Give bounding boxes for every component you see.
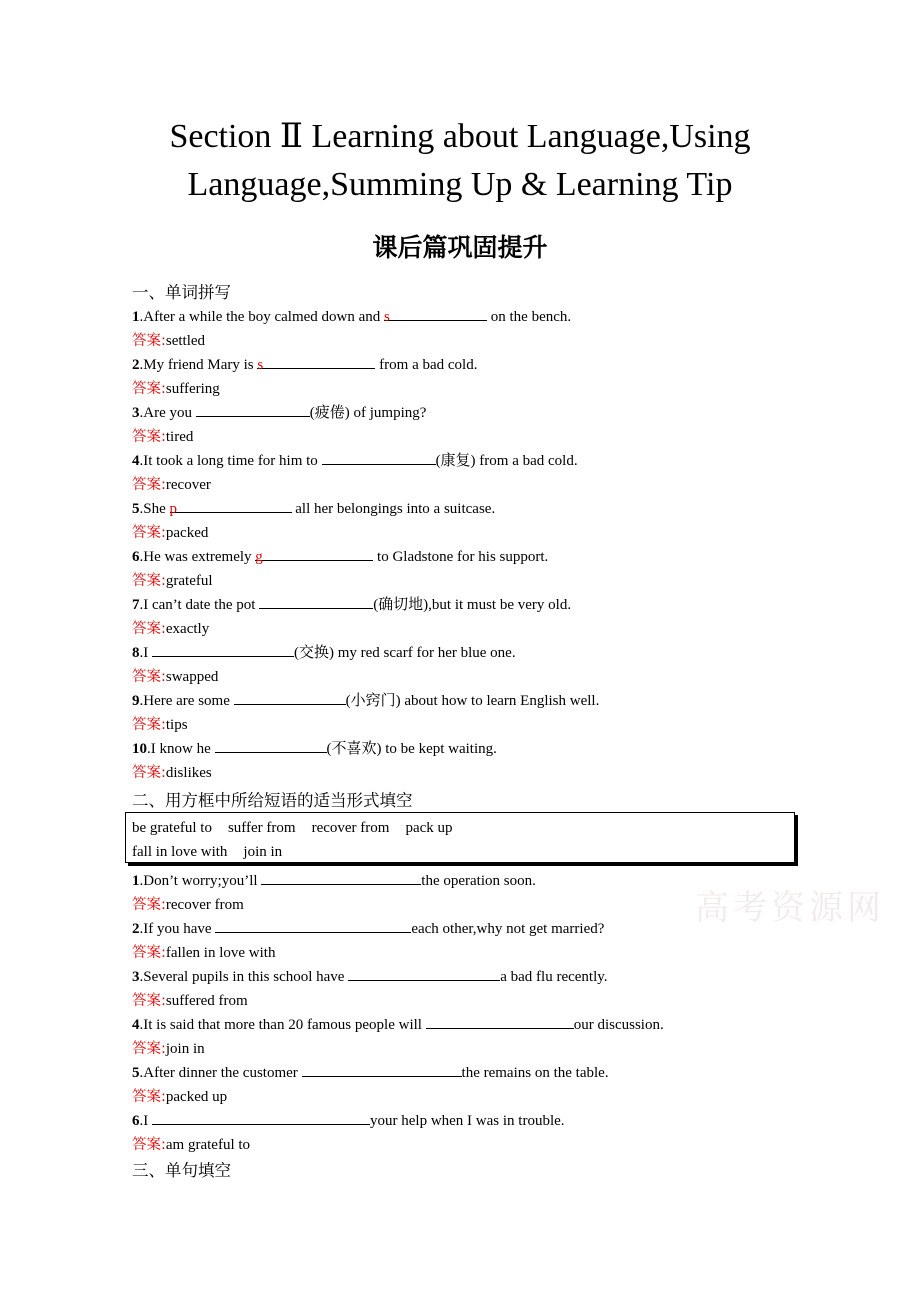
- question-text-end: from a bad cold.: [375, 357, 478, 373]
- title-line-2: Language,Summing Up & Learning Tip: [187, 166, 733, 203]
- question-number: 4: [132, 1017, 140, 1033]
- question-number: 1: [132, 873, 140, 889]
- subtitle: 课后篇巩固提升: [372, 233, 548, 262]
- question-number: 7: [132, 597, 140, 613]
- section-2-heading: 二、用方框中所给短语的适当形式填空: [132, 791, 413, 810]
- question-text: .She: [139, 501, 170, 517]
- answer: [132, 617, 832, 641]
- question-text: .After a while the boy calmed down and: [139, 309, 385, 325]
- phrase-box-row-1: [132, 816, 788, 840]
- answer-label: 答案:: [132, 1089, 166, 1105]
- question-text-end: (小窍门) about how to learn English well.: [345, 693, 600, 709]
- answer-blank[interactable]: [215, 737, 327, 753]
- answer-blank[interactable]: [196, 401, 310, 417]
- answer-text: join in: [165, 1041, 205, 1057]
- hint-letter: p: [169, 501, 177, 517]
- answer-text: exactly: [165, 621, 210, 637]
- answer-blank[interactable]: [259, 593, 373, 609]
- question-text: .Don’t worry;you’ll: [139, 873, 262, 889]
- question: [132, 737, 832, 761]
- hint-letter: g: [255, 549, 263, 565]
- answer: [132, 1133, 832, 1157]
- question-text: .He was extremely: [139, 549, 256, 565]
- watermark: 高考资源网: [695, 888, 885, 928]
- answer-label: 答案:: [132, 717, 166, 733]
- question-text-end: each other,why not get married?: [411, 921, 605, 937]
- answer-text: am grateful to: [165, 1137, 251, 1153]
- question: [132, 1061, 832, 1085]
- question-text-end: a bad flu recently.: [500, 969, 608, 985]
- question-text: .After dinner the customer: [139, 1065, 302, 1081]
- hint-letter: s: [257, 357, 264, 373]
- question: [132, 449, 832, 473]
- answer: [132, 989, 832, 1013]
- answer-blank[interactable]: [302, 1061, 462, 1077]
- answer-blank[interactable]: [257, 353, 375, 373]
- question-text-end: the remains on the table.: [461, 1065, 609, 1081]
- answer-text: packed: [165, 525, 209, 541]
- question-number: 4: [132, 453, 140, 469]
- question-number: 6: [132, 549, 140, 565]
- question-text-end: (康复) from a bad cold.: [435, 453, 578, 469]
- answer: [132, 665, 832, 689]
- question: [132, 1013, 832, 1037]
- question-text: .Here are some: [139, 693, 234, 709]
- phrase: recover from: [311, 820, 390, 836]
- answer-text: dislikes: [165, 765, 212, 781]
- question-text-end: to Gladstone for his support.: [373, 549, 549, 565]
- phrase: pack up: [405, 820, 453, 836]
- answer: [132, 425, 832, 449]
- phrase-box: [125, 812, 795, 863]
- question: [132, 689, 832, 713]
- answer-label: 答案:: [132, 573, 166, 589]
- answer-label: 答案:: [132, 525, 166, 541]
- answer-label: 答案:: [132, 897, 166, 913]
- question-number: 3: [132, 969, 140, 985]
- phrase: fall in love with: [132, 844, 228, 860]
- answer-blank[interactable]: [348, 965, 500, 981]
- answer-text: tips: [165, 717, 188, 733]
- answer-text: tired: [165, 429, 194, 445]
- answer-label: 答案:: [132, 621, 166, 637]
- question-text-end: (疲倦) of jumping?: [309, 405, 427, 421]
- answer-blank[interactable]: [255, 545, 373, 565]
- question-text: .I can’t date the pot: [139, 597, 260, 613]
- answer: [132, 473, 832, 497]
- question: [132, 641, 832, 665]
- question-number: 5: [132, 501, 140, 517]
- answer-text: packed up: [165, 1089, 228, 1105]
- title-line-1: Section Ⅱ Learning about Language,Using: [169, 118, 751, 155]
- question-number: 5: [132, 1065, 140, 1081]
- question-text-end: (交换) my red scarf for her blue one.: [294, 645, 516, 661]
- answer-text: settled: [165, 333, 206, 349]
- answer-label: 答案:: [132, 669, 166, 685]
- section-1-heading: 一、单词拼写: [132, 283, 231, 302]
- answer-blank[interactable]: [261, 869, 421, 885]
- question-text: .If you have: [139, 921, 216, 937]
- question-text: .I: [139, 645, 152, 661]
- answer-label: 答案:: [132, 765, 166, 781]
- phrase: be grateful to: [132, 820, 212, 836]
- section-1-items: [132, 305, 832, 785]
- question-text-end: the operation soon.: [421, 873, 536, 889]
- answer-blank[interactable]: [384, 305, 487, 325]
- answer-blank[interactable]: [169, 497, 292, 517]
- question-text-end: your help when I was in trouble.: [370, 1113, 565, 1129]
- section-1: [132, 281, 832, 785]
- answer-blank[interactable]: [152, 641, 294, 657]
- answer-label: 答案:: [132, 1041, 166, 1057]
- answer-blank[interactable]: [322, 449, 436, 465]
- question-number: 2: [132, 357, 140, 373]
- phrase: join in: [243, 844, 283, 860]
- answer-label: 答案:: [132, 477, 166, 493]
- question-text-end: (确切地),but it must be very old.: [373, 597, 572, 613]
- answer: [132, 569, 832, 593]
- question-text-end: all her belongings into a suitcase.: [291, 501, 496, 517]
- hint-letter: s: [384, 309, 390, 325]
- answer-label: 答案:: [132, 1137, 166, 1153]
- question: [132, 401, 832, 425]
- question-text-end: (不喜欢) to be kept waiting.: [326, 741, 497, 757]
- answer: [132, 521, 832, 545]
- answer-label: 答案:: [132, 993, 166, 1009]
- question-text: .It is said that more than 20 famous people will: [139, 1017, 426, 1033]
- question-number: 9: [132, 693, 140, 709]
- answer-text: grateful: [165, 573, 213, 589]
- question-number: 2: [132, 921, 140, 937]
- answer: [132, 1085, 832, 1109]
- question-text: .Are you: [139, 405, 196, 421]
- question-number: 6: [132, 1113, 140, 1129]
- question-text: .It took a long time for him to: [139, 453, 322, 469]
- question-text: .My friend Mary is: [139, 357, 258, 373]
- question: [132, 353, 832, 377]
- answer-text: recover: [165, 477, 211, 493]
- question-number: 1: [132, 309, 140, 325]
- section-3-heading: 三、单句填空: [132, 1161, 231, 1180]
- answer-blank[interactable]: [215, 917, 411, 933]
- question-number: 3: [132, 405, 140, 421]
- answer-text: fallen in love with: [165, 945, 276, 961]
- question: [132, 1109, 832, 1133]
- answer-label: 答案:: [132, 333, 166, 349]
- answer-text: recover from: [165, 897, 244, 913]
- answer-label: 答案:: [132, 945, 166, 961]
- question-text: .I: [139, 1113, 152, 1129]
- question: [132, 545, 832, 569]
- question-number: 8: [132, 645, 140, 661]
- question: [132, 305, 832, 329]
- answer: [132, 713, 832, 737]
- answer-blank[interactable]: [234, 689, 346, 705]
- question-text-end: our discussion.: [573, 1017, 664, 1033]
- question: [132, 965, 832, 989]
- question-text: .I know he: [147, 741, 215, 757]
- answer: [132, 761, 832, 785]
- answer: [132, 329, 832, 353]
- answer-text: suffering: [165, 381, 220, 397]
- answer-text: suffered from: [165, 993, 248, 1009]
- answer: [132, 1037, 832, 1061]
- answer: [132, 377, 832, 401]
- question: [132, 593, 832, 617]
- question-text: .Several pupils in this school have: [139, 969, 349, 985]
- phrase-box-row-2: [132, 840, 788, 864]
- question-text-end: on the bench.: [487, 309, 572, 325]
- question-number: 10: [132, 741, 147, 757]
- question: [132, 497, 832, 521]
- answer-blank[interactable]: [426, 1013, 574, 1029]
- answer-label: 答案:: [132, 429, 166, 445]
- answer-label: 答案:: [132, 381, 166, 397]
- phrase: suffer from: [227, 820, 296, 836]
- answer-blank[interactable]: [152, 1109, 370, 1125]
- answer: [132, 941, 832, 965]
- answer-text: swapped: [165, 669, 219, 685]
